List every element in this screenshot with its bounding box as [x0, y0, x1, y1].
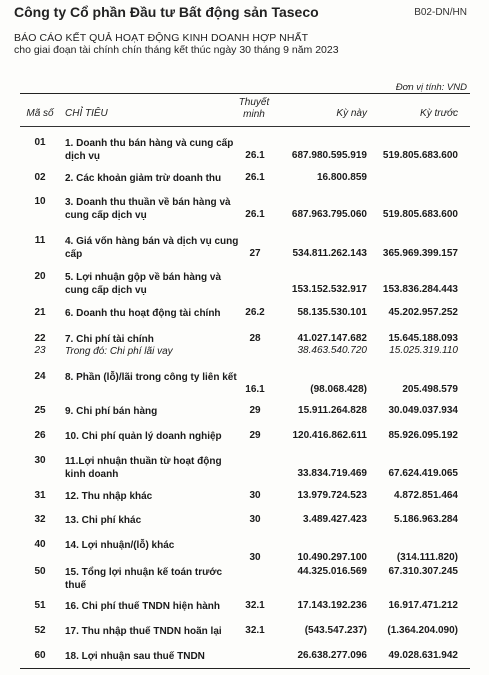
row-ma-so: 22: [34, 333, 46, 344]
row-thuyet-minh: 16.1: [245, 384, 265, 395]
row-ma-so: 60: [34, 650, 46, 661]
row-ky-truoc: 519.805.683.600: [382, 150, 458, 161]
row-ma-so: 25: [34, 405, 46, 416]
table-header-rule: [20, 126, 470, 127]
row-thuyet-minh: 29: [249, 405, 261, 416]
row-ky-truoc: 67.310.307.245: [388, 566, 458, 577]
form-code: B02-DN/HN: [414, 7, 467, 18]
currency-unit: Đơn vị tính: VND: [395, 82, 467, 93]
row-chi-tieu: 18. Lợi nhuận sau thuế TNDN: [65, 651, 205, 662]
table-bottom-rule: [20, 668, 470, 669]
row-ky-nay: 534.811.262.143: [292, 248, 367, 259]
row-ky-truoc: 5.186.963.284: [394, 514, 458, 525]
row-thuyet-minh: 32.1: [245, 600, 265, 611]
row-chi-tieu: 12. Thu nhập khác: [65, 491, 153, 502]
row-ky-truoc: 49.028.631.942: [388, 650, 458, 661]
row-chi-tieu: 9. Chi phí bán hàng: [65, 406, 158, 417]
row-thuyet-minh: 26.1: [245, 150, 265, 161]
row-ma-so: 50: [34, 566, 46, 577]
row-ky-nay: 153.152.532.917: [291, 284, 367, 295]
row-ma-so: 30: [34, 455, 46, 466]
row-ky-truoc: 519.805.683.600: [382, 209, 458, 220]
row-thuyet-minh: 27: [249, 248, 261, 259]
table-top-rule: [20, 93, 470, 94]
row-chi-tieu: 4. Giá vốn hàng bán và dịch vụ cung cấp: [65, 236, 239, 260]
row-ky-truoc: 67.624.419.065: [388, 468, 458, 479]
report-title: BÁO CÁO KẾT QUẢ HOẠT ĐỘNG KINH DOANH HỢP NHẤT: [14, 32, 309, 44]
row-thuyet-minh: 30: [249, 490, 261, 501]
row-ma-so: 31: [34, 490, 46, 501]
col-header-ma-so: Mã số: [26, 108, 54, 119]
row-chi-tieu: 1. Doanh thu bán hàng và cung cấp dịch vụ: [65, 138, 234, 162]
row-ky-nay: 58.135.530.101: [297, 307, 367, 318]
row-ky-truoc: 15.025.319.110: [389, 345, 458, 356]
row-ky-truoc: 16.917.471.212: [388, 600, 458, 611]
row-ky-truoc: 4.872.851.464: [394, 490, 458, 501]
row-ma-so: 23: [34, 345, 46, 356]
row-chi-tieu: 6. Doanh thu hoạt động tài chính: [65, 308, 221, 319]
row-ky-nay: 44.325.016.569: [297, 566, 367, 577]
row-ky-nay: 16.800.859: [316, 172, 367, 183]
row-ma-so: 11: [34, 235, 46, 246]
row-ky-truoc: 205.498.579: [402, 384, 458, 395]
row-thuyet-minh: 26.1: [245, 172, 265, 183]
row-chi-tieu: 17. Thu nhập thuế TNDN hoãn lại: [65, 626, 222, 637]
row-ky-nay: 10.490.297.100: [297, 552, 367, 563]
row-ky-truoc: 153.836.284.443: [382, 284, 458, 295]
row-thuyet-minh: 28: [249, 333, 261, 344]
row-ma-so: 32: [34, 514, 46, 525]
row-ky-nay: 38.463.540.720: [297, 345, 367, 356]
row-ky-nay: 17.143.192.236: [297, 600, 367, 611]
row-chi-tieu: 2. Các khoản giảm trừ doanh thu: [65, 173, 222, 184]
row-ma-so: 20: [34, 271, 46, 282]
row-ky-truoc: 85.926.095.192: [388, 430, 458, 441]
row-chi-tieu: 5. Lợi nhuận gộp về bán hàng và cung cấp dịch vụ: [65, 272, 222, 296]
row-chi-tieu: 7. Chi phí tài chính: [65, 334, 154, 345]
row-ky-truoc: 30.049.037.934: [388, 405, 458, 416]
row-thuyet-minh: 30: [249, 514, 261, 525]
company-name: Công ty Cổ phần Đầu tư Bất động sản Taseco: [14, 4, 319, 20]
row-chi-tieu: 14. Lợi nhuận/(lỗ) khác: [65, 540, 175, 551]
row-ky-nay: (98.068.428): [310, 384, 367, 395]
row-ma-so: 02: [34, 172, 46, 183]
row-ma-so: 01: [34, 137, 46, 148]
row-thuyet-minh: 26.2: [245, 307, 265, 318]
row-ky-nay: (543.547.237): [304, 625, 367, 636]
row-chi-tieu: 3. Doanh thu thuần về bán hàng và cung cấp dịch vụ: [65, 197, 231, 221]
row-ky-nay: 687.963.795.060: [291, 209, 367, 220]
col-header-chi-tieu: CHỈ TIÊU: [65, 108, 108, 119]
row-ma-so: 40: [34, 539, 46, 550]
row-ky-nay: 33.834.719.469: [297, 468, 367, 479]
col-header-ky-truoc: Kỳ trước: [420, 108, 458, 119]
row-chi-tieu: 8. Phần (lỗ)/lãi trong công ty liên kết: [65, 372, 237, 383]
row-ma-so: 26: [34, 430, 46, 441]
row-ma-so: 21: [34, 307, 46, 318]
row-ky-truoc: 15.645.188.093: [388, 333, 458, 344]
row-ky-nay: 120.416.862.611: [292, 430, 367, 441]
row-ma-so: 10: [34, 196, 46, 207]
col-header-thuyet-minh: Thuyết minh: [238, 97, 270, 120]
row-ky-truoc: (1.364.204.090): [387, 625, 458, 636]
row-ky-nay: 3.489.427.423: [303, 514, 367, 525]
row-chi-tieu: 15. Tổng lợi nhuận kế toán trước thuế: [65, 567, 223, 591]
row-chi-tieu: 10. Chi phí quản lý doanh nghiệp: [65, 431, 222, 442]
row-thuyet-minh: 32.1: [245, 625, 265, 636]
row-ky-nay: 13.979.724.523: [297, 490, 367, 501]
row-ky-truoc: 365.969.399.157: [382, 248, 458, 259]
row-ma-so: 24: [34, 371, 46, 382]
row-thuyet-minh: 26.1: [245, 209, 265, 220]
report-period: cho giai đoạn tài chính chín tháng kết thúc ngày 30 tháng 9 năm 2023: [14, 44, 339, 56]
row-thuyet-minh: 30: [249, 552, 261, 563]
row-chi-tieu: 16. Chi phí thuế TNDN hiện hành: [65, 601, 220, 612]
row-ky-nay: 26.638.277.096: [297, 650, 367, 661]
row-ky-truoc: (314.111.820): [396, 552, 458, 563]
row-thuyet-minh: 29: [249, 430, 261, 441]
row-chi-tieu: 13. Chi phí khác: [65, 515, 142, 526]
row-chi-tieu: Trong đó: Chi phí lãi vay: [65, 346, 173, 357]
row-ky-truoc: 45.202.957.252: [388, 307, 458, 318]
row-ky-nay: 15.911.264.828: [298, 405, 367, 416]
row-chi-tieu: 11.Lợi nhuận thuần từ hoạt động kinh doanh: [65, 456, 222, 480]
row-ky-nay: 41.027.147.682: [297, 333, 367, 344]
row-ma-so: 51: [34, 600, 46, 611]
row-ma-so: 52: [34, 625, 46, 636]
col-header-ky-nay: Kỳ này: [336, 108, 367, 119]
row-ky-nay: 687.980.595.919: [291, 150, 367, 161]
